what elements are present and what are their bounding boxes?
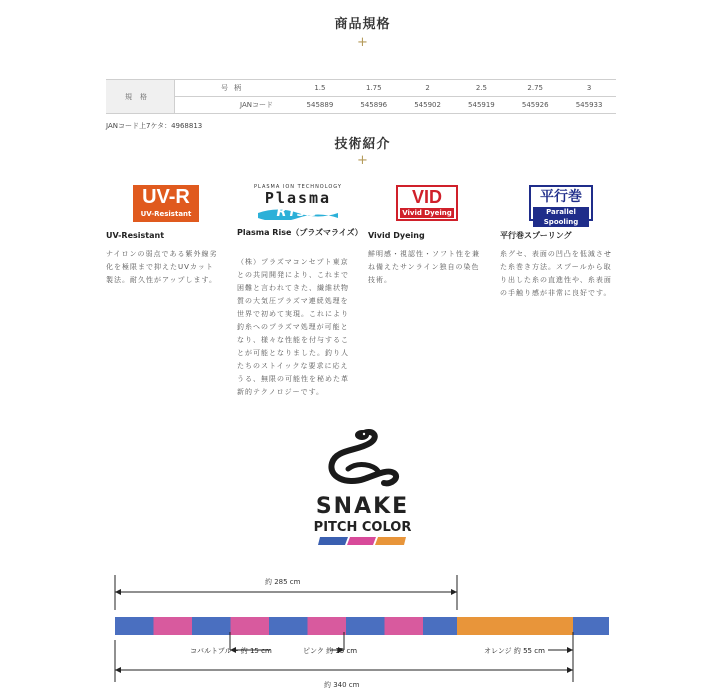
blue-segment	[115, 617, 154, 635]
tech-desc-parallel: 糸グセ、表面の凹凸を低減させた糸巻き方法。スプールから取り出した糸の直進性や、糸表面の手触り感が非常に良好です。	[500, 250, 612, 297]
parallel-spooling-logo: 平行巻 Parallel Spooling	[529, 185, 593, 221]
bottom-dimension-label: 約 340 cm	[324, 681, 360, 689]
stripe-blue	[318, 537, 348, 545]
jan-cell: 545919	[454, 97, 508, 114]
blue-segment-label: コバルトブルー 約 15 cm	[190, 647, 272, 655]
tech-name-plasma: Plasma Rise（プラズマライズ）	[237, 228, 363, 237]
tech-name-parallel: 平行巻スプーリング	[500, 231, 572, 240]
number-label: 号柄	[175, 80, 294, 97]
orange-segment	[457, 617, 573, 635]
pink-segment	[385, 617, 424, 635]
size-cell: 2	[401, 80, 455, 97]
pink-segment	[154, 617, 193, 635]
size-cell: 1.5	[293, 80, 347, 97]
snake-icon	[318, 425, 408, 493]
plasma-rise-logo: PLASMA ION TECHNOLOGY Plasma Rise	[248, 184, 348, 224]
section-plus-icon: +	[357, 35, 368, 50]
blue-segment	[346, 617, 385, 635]
tech-desc-vid: 鮮明感・視認性・ソフト性を兼ね備えたサンライン独自の染色技術。	[368, 250, 480, 284]
jan-cell: 545902	[401, 97, 455, 114]
size-cell: 2.5	[454, 80, 508, 97]
jan-cell: 545896	[347, 97, 401, 114]
section-title-specs: 商品規格	[334, 17, 391, 32]
blue-segment	[573, 617, 609, 635]
size-cell: 1.75	[347, 80, 401, 97]
stripe-pink	[347, 537, 376, 545]
color-diagram	[0, 560, 725, 700]
size-cell: 2.75	[508, 80, 562, 97]
orange-segment-label: オレンジ 約 55 cm	[484, 647, 545, 655]
brand-line2: PITCH COLOR	[313, 520, 412, 535]
jan-note: JANコード上7ケタ：4968813	[106, 122, 203, 130]
brand-line1: SNAKE	[315, 494, 410, 519]
pink-segment-label: ピンク 約 15 cm	[303, 647, 358, 655]
tech-name-vid: Vivid Dyeing	[368, 231, 425, 240]
section-title-tech: 技術紹介	[334, 137, 391, 152]
tech-desc-uvr: ナイロンの弱点である紫外線劣化を極限まで抑えたUVカット製法。耐久性がアップします。	[106, 250, 218, 284]
table-row	[106, 80, 616, 97]
blue-segment	[423, 617, 462, 635]
jan-cell: 545889	[293, 97, 347, 114]
tech-desc-plasma: （株）プラズマコンセプト東京との共同開発により、これまで困難と言われてきた、繊維状物質の大気圧プラズマ連続処理を世界で初めて実現。これにより釣糸へのプラズマ処理が可能となり、様々な性能を付与することが可能となりました。釣り人たちのストイックな要求に応えうる、無限の可能性を秘めた革新的テクノロジーです。	[237, 258, 349, 396]
table-row	[106, 97, 616, 114]
vivid-dyeing-logo: VID Vivid Dyeing	[396, 185, 458, 221]
jan-cell: 545926	[508, 97, 562, 114]
jan-label: JANコード	[175, 97, 294, 114]
pink-segment	[231, 617, 270, 635]
top-dimension-label: 約 285 cm	[265, 578, 301, 586]
brand-stripe	[318, 537, 408, 545]
spec-table	[106, 79, 616, 114]
blue-segment	[269, 617, 308, 635]
color-bar	[115, 617, 609, 635]
uv-resistant-logo: UV-R UV-Resistant	[133, 185, 199, 222]
jan-cell: 545933	[562, 97, 616, 114]
spec-row-label: 規格	[106, 80, 175, 114]
section-plus-icon: +	[357, 153, 368, 168]
blue-segment	[192, 617, 231, 635]
tech-name-uvr: UV-Resistant	[106, 231, 165, 240]
size-cell: 3	[562, 80, 616, 97]
pink-segment	[308, 617, 347, 635]
stripe-orange	[375, 537, 406, 545]
